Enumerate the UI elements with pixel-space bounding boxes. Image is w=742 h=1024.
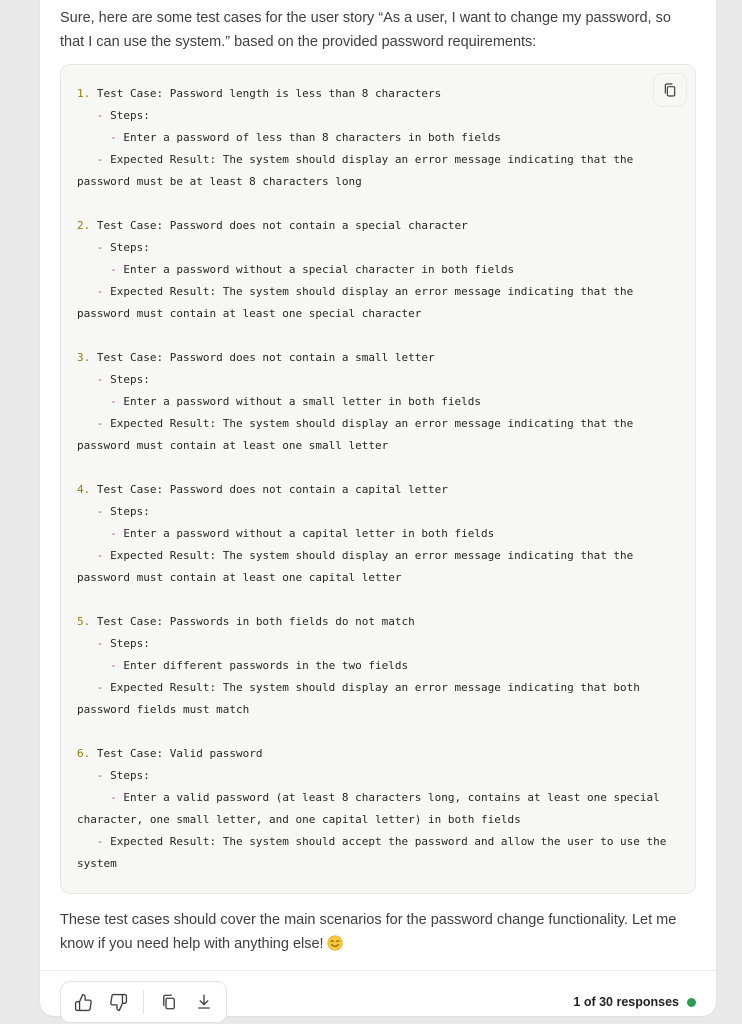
code-line: - Enter a password without a special character in both fields bbox=[110, 263, 515, 276]
copy-code-button[interactable] bbox=[653, 73, 687, 107]
smiling-face-emoji bbox=[327, 935, 343, 956]
feedback-toolbar bbox=[60, 981, 227, 1023]
code-line: 2. Test Case: Password does not contain a special character bbox=[77, 219, 468, 232]
code-line: - Steps: bbox=[96, 637, 150, 650]
code-line: password must contain at least one small letter bbox=[77, 439, 389, 452]
assistant-response-card bbox=[40, 0, 716, 1016]
code-line: - Steps: bbox=[96, 109, 150, 122]
code-line: - Steps: bbox=[96, 373, 150, 386]
code-line: - Expected Result: The system should display an error message indicating that both bbox=[96, 681, 640, 694]
code-line: - Enter different passwords in the two fields bbox=[110, 659, 409, 672]
message-content bbox=[40, 0, 716, 956]
outro-paragraph: These test cases should cover the main scenarios for the password change functionality. Let me know if you need help with anything else! bbox=[60, 912, 677, 952]
code-line: - Steps: bbox=[96, 505, 150, 518]
code-line: password must contain at least one capital letter bbox=[77, 571, 402, 584]
code-line: - Expected Result: The system should display an error message indicating that the bbox=[96, 153, 634, 166]
code-line: - Expected Result: The system should display an error message indicating that the bbox=[96, 549, 634, 562]
code-line: password must be at least 8 characters long bbox=[77, 175, 362, 188]
response-footer bbox=[40, 971, 716, 1023]
code-line: - Enter a password of less than 8 characters in both fields bbox=[110, 131, 501, 144]
thumbs-down-icon bbox=[109, 993, 128, 1012]
code-lines bbox=[77, 83, 679, 875]
thumbs-up-button[interactable] bbox=[73, 992, 93, 1012]
outro-wrap bbox=[60, 908, 696, 956]
code-line: password must contain at least one special character bbox=[77, 307, 422, 320]
code-line: - Steps: bbox=[96, 769, 150, 782]
code-line: - Enter a password without a capital letter in both fields bbox=[110, 527, 495, 540]
code-line bbox=[77, 193, 679, 215]
copy-response-button[interactable] bbox=[159, 992, 179, 1012]
code-line: - Expected Result: The system should display an error message indicating that the bbox=[96, 285, 634, 298]
code-line: - Steps: bbox=[96, 241, 150, 254]
code-line: password fields must match bbox=[77, 703, 250, 716]
copy-icon bbox=[160, 993, 178, 1011]
responses-label: 1 of 30 responses bbox=[573, 995, 679, 1009]
code-line: - Expected Result: The system should accept the password and allow the user to use the bbox=[96, 835, 667, 848]
code-line: 4. Test Case: Password does not contain a capital letter bbox=[77, 483, 448, 496]
code-line: 6. Test Case: Valid password bbox=[77, 747, 263, 760]
code-line: 3. Test Case: Password does not contain a small letter bbox=[77, 351, 435, 364]
thumbs-down-button[interactable] bbox=[108, 992, 128, 1012]
code-line: - Enter a password without a small letter in both fields bbox=[110, 395, 481, 408]
test-cases-code-block bbox=[60, 64, 696, 894]
toolbar-divider bbox=[143, 990, 144, 1014]
code-line bbox=[77, 589, 679, 611]
thumbs-up-icon bbox=[74, 993, 93, 1012]
responses-counter bbox=[573, 995, 696, 1009]
download-icon bbox=[195, 993, 213, 1011]
intro-paragraph: Sure, here are some test cases for the user story “As a user, I want to change my password, so that I can use the system.” based on the provided password requirements: bbox=[60, 10, 671, 50]
code-line bbox=[77, 457, 679, 479]
code-line bbox=[77, 721, 679, 743]
code-line: 1. Test Case: Password length is less than 8 characters bbox=[77, 87, 442, 100]
code-line: - Expected Result: The system should display an error message indicating that the bbox=[96, 417, 634, 430]
copy-icon bbox=[662, 82, 678, 98]
green-dot bbox=[687, 998, 696, 1007]
code-line: character, one small letter, and one capital letter) in both fields bbox=[77, 813, 521, 826]
download-button[interactable] bbox=[194, 992, 214, 1012]
code-line: 5. Test Case: Passwords in both fields do not match bbox=[77, 615, 415, 628]
code-line bbox=[77, 325, 679, 347]
code-line: - Enter a valid password (at least 8 characters long, contains at least one special bbox=[110, 791, 660, 804]
code-line: system bbox=[77, 857, 117, 870]
